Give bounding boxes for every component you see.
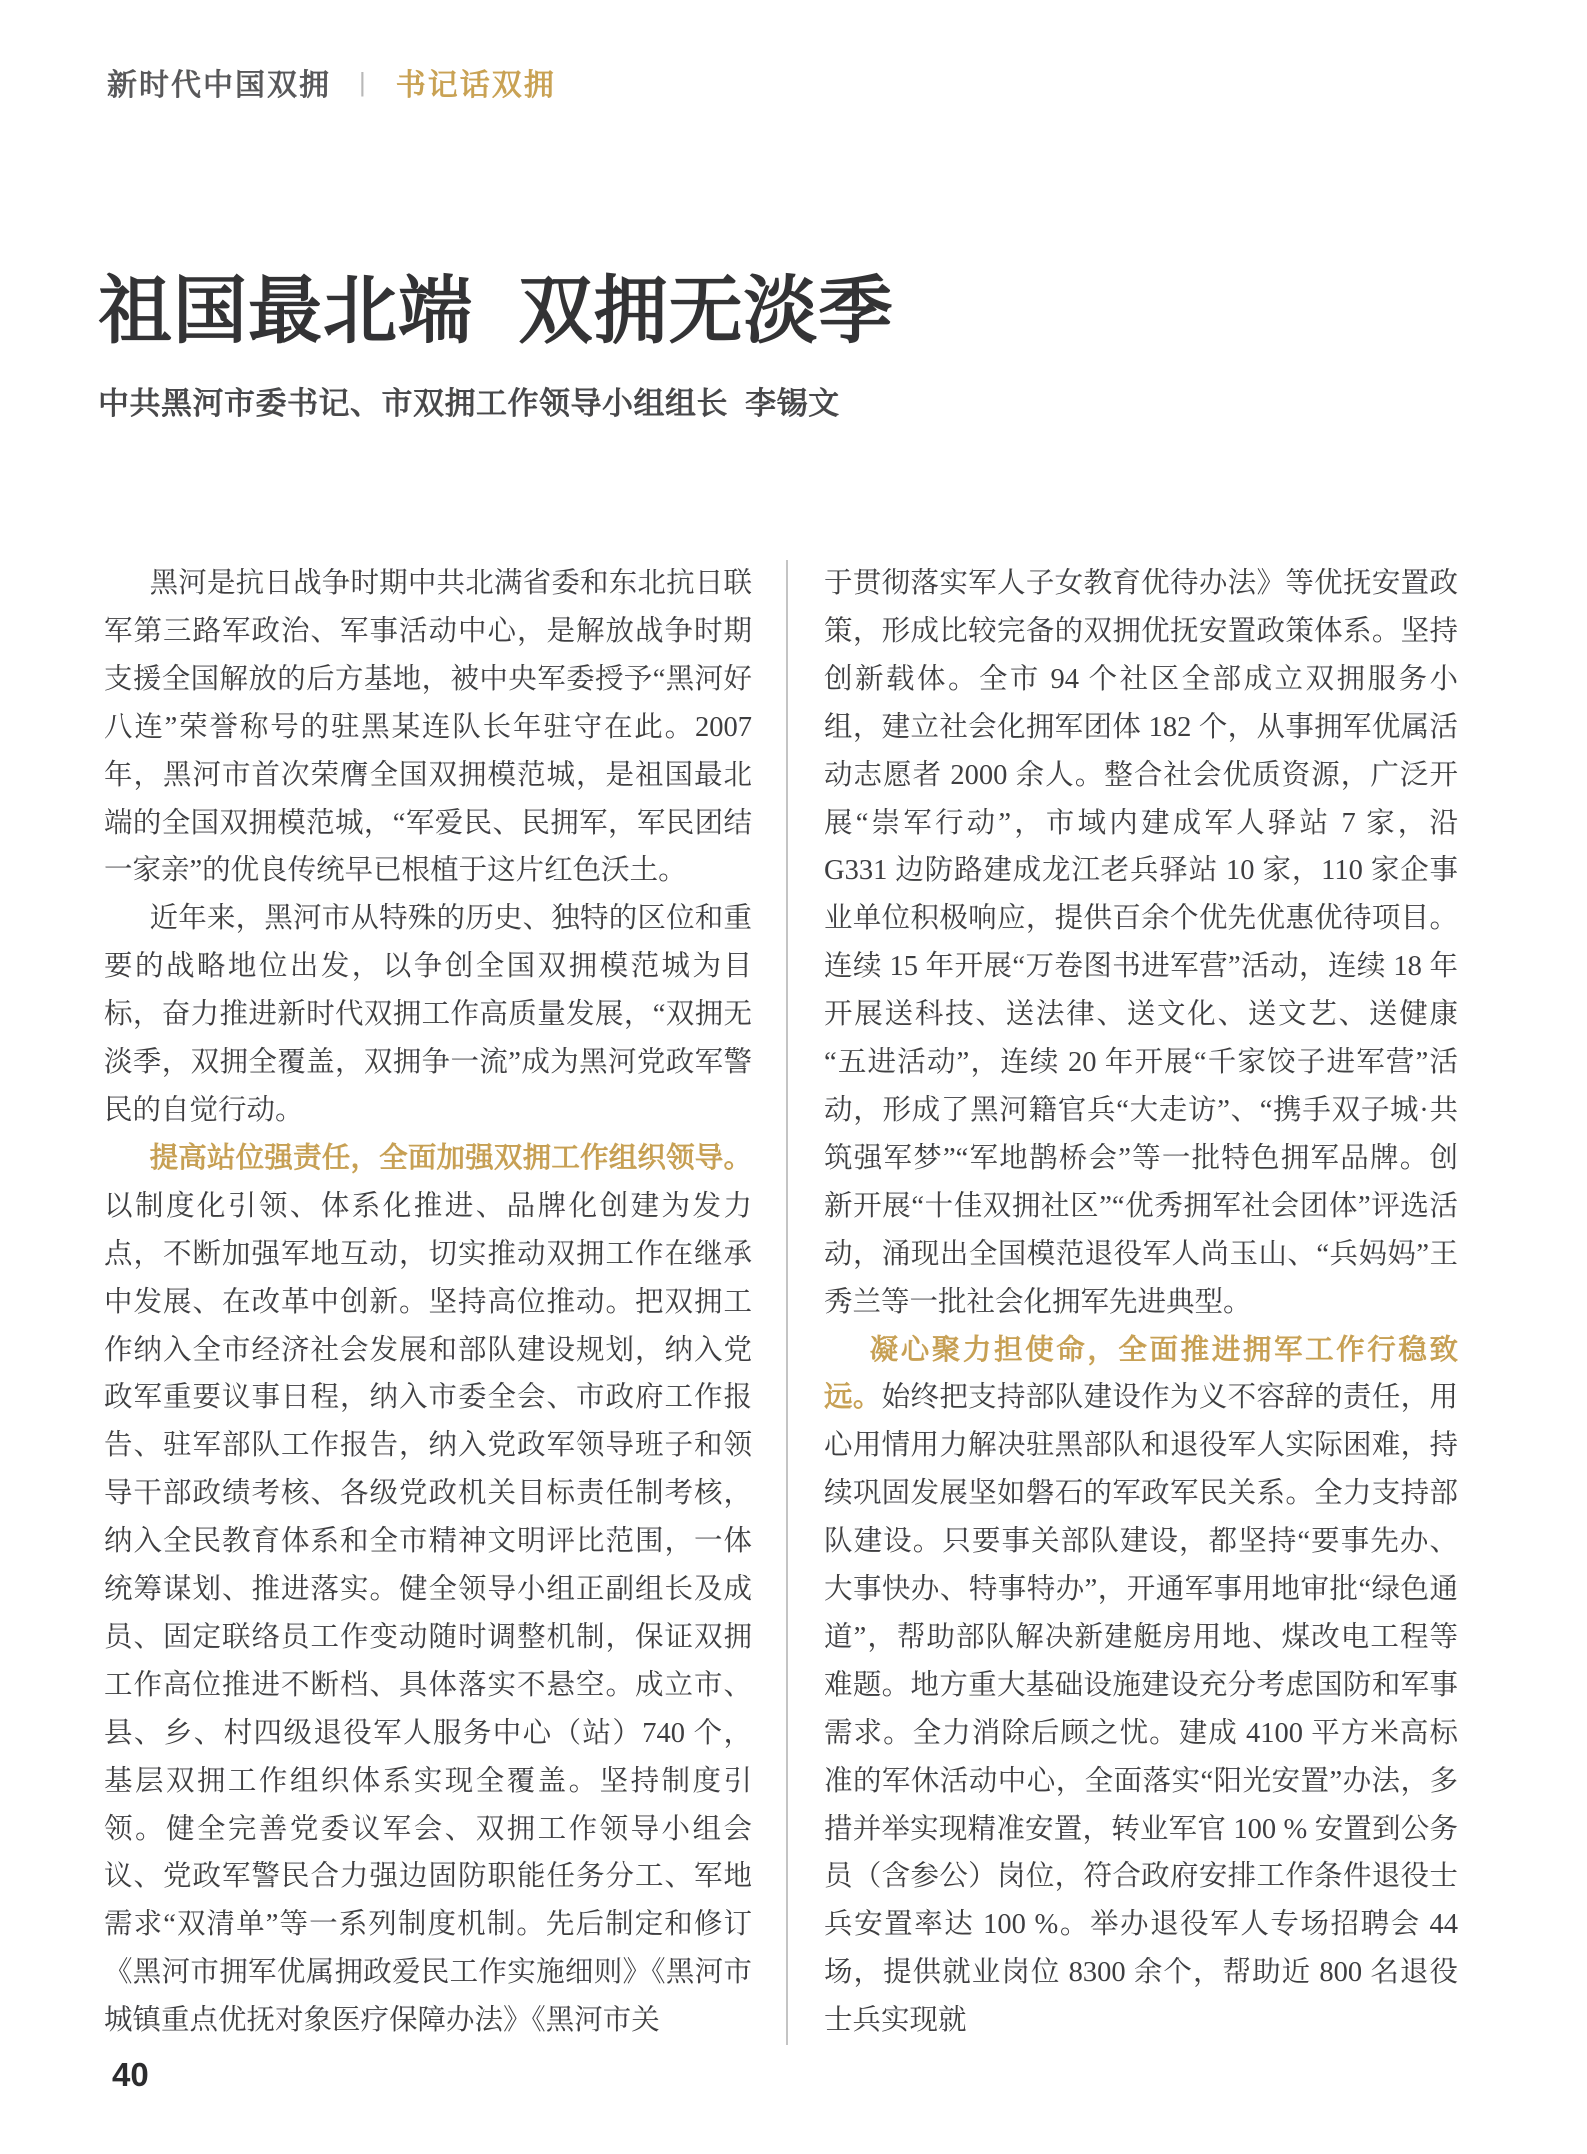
body-paragraph: 近年来，黑河市从特殊的历史、独特的区位和重要的战略地位出发，以争创全国双拥模范城为目标，奋力推进新时代双拥工作高质量发展，“双拥无淡季，双拥全覆盖，双拥争一流”成为黑河党政军警民的自觉行动。 bbox=[104, 903, 752, 1126]
kicker-separator: | bbox=[359, 66, 368, 97]
page-number: 40 bbox=[112, 2056, 149, 2093]
paragraph-lead-heading: 凝心聚力担使命，全面推进拥军工作行稳致远。 bbox=[824, 1333, 1458, 1414]
section-title: 书记话双拥 bbox=[395, 69, 556, 102]
column-divider bbox=[786, 560, 788, 2045]
magazine-title: 新时代中国双拥 bbox=[107, 69, 331, 102]
article-author-line: 中共黑河市委书记、市双拥工作领导小组组长 李锡文 bbox=[98, 386, 840, 421]
article-title: 祖国最北端 双拥无淡季 bbox=[98, 271, 894, 353]
body-paragraph: 凝心聚力担使命，全面推进拥军工作行稳致远。始终把支持部队建设作为义不容辞的责任，用心用情用力解决驻黑部队和退役军人实际困难，持续巩固发展坚如磐石的军政军民关系。全力支持部队建设。只要事关部队建设，都坚持“要事先办、大事快办、特事特办”，开通军事用地审批“绿色通道”，帮助部队解决新建艇房用地、煤改电工程等难题。地方重大基础设施建设充分考虑国防和军事需求。全力消除后顾之忧。建成 4100 平方米高标准的军休活动中心，全面落实“阳光安置”办法，多措并举实现精准安置，转业军官 100 % 安置到公务员（含参公）岗位，符合政府安排工作条件退役士兵安置率达 100 %。举办退役军人专场招聘会 44 场，提供就业岗位 8300 余个，帮助近 800 名退役士兵实现就 bbox=[824, 1333, 1458, 2037]
body-paragraph: 于贯彻落实军人子女教育优待办法》等优抚安置政策，形成比较完备的双拥优抚安置政策体系。坚持创新载体。全市 94 个社区全部成立双拥服务小组，建立社会化拥军团体 182 个，从事拥军优属活动志愿者 2000 余人。整合社会优质资源，广泛开展“崇军行动”，市域内建成军人驿站 7 家，沿 G331 边防路建成龙江老兵驿站 10 家，110 家企事业单位积极响应，提供百余个优先优惠优待项目。连续 15 年开展“万卷图书进军营”活动，连续 18 年开展送科技、送法律、送文化、送文艺、送健康“五进活动”，连续 20 年开展“千家饺子进军营”活动，形成了黑河籍官兵“大走访”、“携手双子城·共筑强军梦”“军地鹊桥会”等一批特色拥军品牌。创新开展“十佳双拥社区”“优秀拥军社会团体”评选活动，涌现出全国模范退役军人尚玉山、“兵妈妈”王秀兰等一批社会化拥军先进典型。 bbox=[824, 568, 1458, 1318]
body-paragraph: 黑河是抗日战争时期中共北满省委和东北抗日联军第三路军政治、军事活动中心，是解放战争时期支援全国解放的后方基地，被中央军委授予“黑河好八连”荣誉称号的驻黑某连队长年驻守在此。2007 年，黑河市首次荣膺全国双拥模范城，是祖国最北端的全国双拥模范城，“军爱民、民拥军，军民团结一家亲”的优良传统早已根植于这片红色沃土。 bbox=[104, 568, 752, 887]
article-body bbox=[104, 560, 1460, 2045]
paragraph-lead-heading: 提高站位强责任，全面加强双拥工作组织领导。 bbox=[149, 1141, 752, 1174]
page-kicker bbox=[107, 60, 556, 104]
text-column-left bbox=[104, 560, 752, 2045]
body-paragraph: 提高站位强责任，全面加强双拥工作组织领导。以制度化引领、体系化推进、品牌化创建为发力点，不断加强军地互动，切实推动双拥工作在继承中发展、在改革中创新。坚持高位推动。把双拥工作纳入全市经济社会发展和部队建设规划，纳入党政军重要议事日程，纳入市委全会、市政府工作报告、驻军部队工作报告，纳入党政军领导班子和领导干部政绩考核、各级党政机关目标责任制考核，纳入全民教育体系和全市精神文明评比范围，一体统筹谋划、推进落实。健全领导小组正副组长及成员、固定联络员工作变动随时调整机制，保证双拥工作高位推进不断档、具体落实不悬空。成立市、县、乡、村四级退役军人服务中心（站）740 个，基层双拥工作组织体系实现全覆盖。坚持制度引领。健全完善党委议军会、双拥工作领导小组会议、党政军警民合力强边固防职能任务分工、军地需求“双清单”等一系列制度机制。先后制定和修订《黑河市拥军优属拥政爱民工作实施细则》《黑河市城镇重点优抚对象医疗保障办法》《黑河市关 bbox=[104, 1141, 752, 2037]
text-column-right bbox=[824, 560, 1458, 2045]
